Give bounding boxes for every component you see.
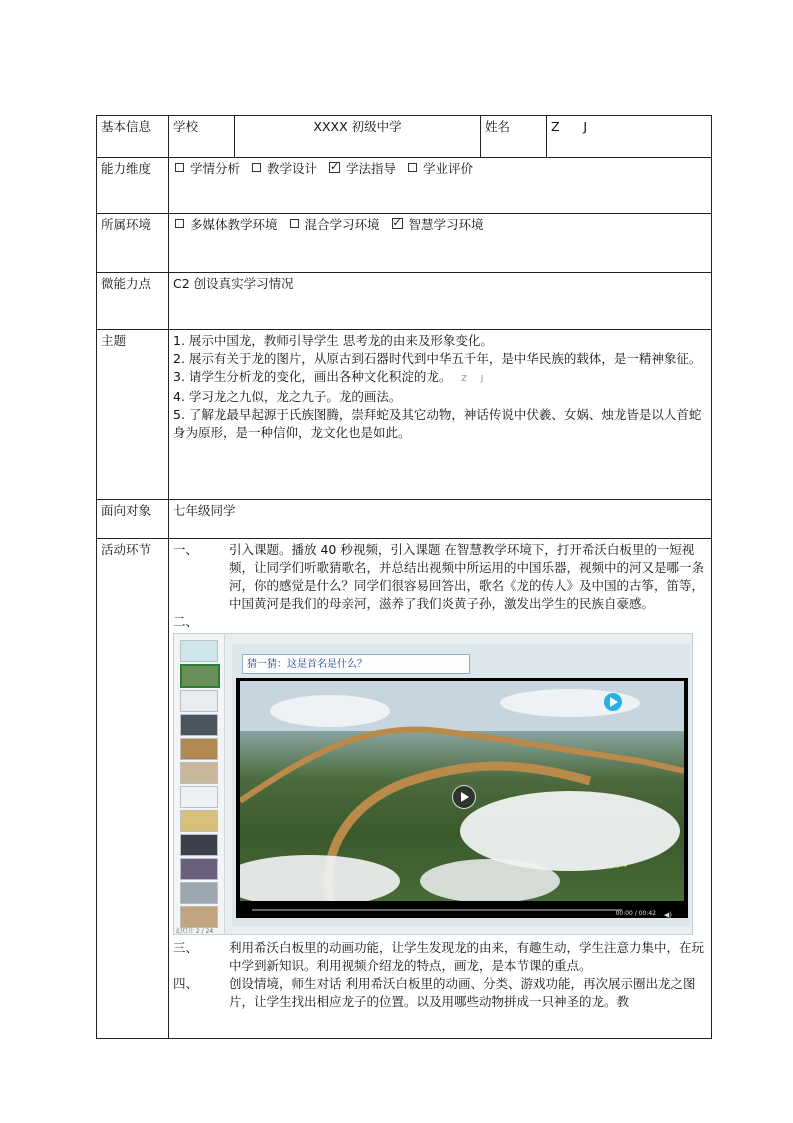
slide-title-box[interactable] — [242, 654, 470, 674]
step-text: 利用希沃白板里的动画功能，让学生发现龙的由来，有趣生动，学生注意力集中，在玩中学到新知识。利用视频介绍龙的特点，画龙，是本节课的重点。 — [229, 940, 705, 973]
video-logo-icon — [604, 693, 622, 711]
slide-thumbnail — [180, 858, 218, 880]
label-micro: 微能力点 — [97, 273, 169, 330]
status-bar: 幻灯片 2 / 24 — [176, 928, 214, 935]
checkbox-icon — [175, 163, 184, 172]
slide-thumbnail-panel — [174, 634, 225, 934]
slide-canvas — [232, 644, 690, 926]
play-icon[interactable] — [452, 785, 476, 809]
slide-thumbnail — [180, 640, 218, 662]
step-number: 四、 — [173, 976, 199, 991]
volume-icon[interactable]: ◀) — [663, 911, 672, 919]
school-value: XXXX 初级中学 — [235, 116, 481, 158]
row-micro — [97, 273, 712, 330]
topic-item: 1. 展示中国龙，教师引导学生 思考龙的由来及形象变化。 — [173, 333, 493, 348]
topic-item: 3. 请学生分析龙的变化，画出各种文化积淀的龙。 Z J — [173, 369, 484, 384]
video-player[interactable] — [236, 678, 688, 918]
label-audience: 面向对象 — [97, 500, 169, 539]
audience-value: 七年级同学 — [169, 500, 712, 539]
activity-step-2: 二、 — [173, 614, 199, 629]
label-environment: 所属环境 — [97, 214, 169, 273]
video-frame — [240, 681, 684, 901]
ability-options — [169, 158, 712, 214]
label-ability: 能力维度 — [97, 158, 169, 214]
topic-item: 2. 展示有关于龙的图片，从原古到石器时代到中华五千年，是中华民族的载体，是一精神象征。 — [173, 351, 702, 366]
slide-thumbnail — [180, 882, 218, 904]
label-activity: 活动环节 — [97, 539, 169, 1039]
stray-mark: Z — [461, 374, 467, 383]
activity-content — [169, 539, 712, 1039]
activity-step-4 — [173, 975, 707, 1011]
checkbox-icon — [290, 219, 299, 228]
row-audience — [97, 500, 712, 539]
label-name: 姓名 — [481, 116, 547, 158]
checked-checkbox-icon — [329, 162, 340, 173]
row-environment — [97, 214, 712, 273]
video-time: 00:00 / 00:42 — [615, 910, 656, 917]
cloud — [270, 695, 390, 727]
checkbox-icon — [408, 163, 417, 172]
environment-options — [169, 214, 712, 273]
option-ability-1: 教学设计 — [267, 161, 318, 176]
activity-step-1 — [173, 541, 707, 613]
topic-list — [169, 330, 712, 500]
label-basic: 基本信息 — [97, 116, 169, 158]
checkbox-icon — [175, 219, 184, 228]
slide-title: 猜一猜：这是首名是什么？ — [247, 659, 367, 670]
step-number: 一、 — [173, 542, 199, 557]
micro-value: C2 创设真实学习情况 — [169, 273, 712, 330]
cloud — [240, 855, 400, 901]
activity-step-3 — [173, 939, 707, 975]
checkbox-icon — [252, 163, 261, 172]
option-env-1: 混合学习环境 — [304, 217, 380, 232]
progress-bar[interactable] — [252, 909, 622, 911]
row-ability — [97, 158, 712, 214]
stray-mark: J — [480, 374, 484, 383]
slide-thumbnail — [180, 786, 218, 808]
slide-thumbnail — [180, 714, 218, 736]
name-value: Z J — [547, 116, 712, 158]
topic-item: 4. 学习龙之九似，龙之九子。龙的画法。 — [173, 389, 402, 404]
embedded-screenshot — [173, 633, 693, 935]
row-basic — [97, 116, 712, 158]
label-school: 学校 — [169, 116, 235, 158]
slide-thumbnail — [180, 810, 218, 832]
step-text: 引入课题。播放 40 秒视频，引入课题 在智慧教学环境下，打开希沃白板里的一短视频，让同学们听歌猜歌名，并总结出视频中所运用的中国乐器，视频中的河又是哪一条河，你的感觉是什么？同学们很容易回答出，歌名《龙的传人》及中国的古筝，笛等，中国黄河是我们的母亲河，滋养了我们炎黄子孙，激发出学生的民族自豪感。 — [229, 542, 705, 611]
row-topic — [97, 330, 712, 500]
step-text: 创设情境，师生对话 利用希沃白板里的动画、分类、游戏功能，再次展示圈出龙之图片，让学生找出相应龙子的位置。以及用哪些动物拼成一只神圣的龙。教 — [229, 976, 696, 1009]
slide-thumbnail-selected — [180, 664, 220, 688]
slide-thumbnail — [180, 690, 218, 712]
option-ability-3: 学业评价 — [423, 161, 474, 176]
row-activity — [97, 539, 712, 1039]
option-env-0: 多媒体教学环境 — [190, 217, 278, 232]
video-controls[interactable] — [240, 904, 684, 919]
step-number: 三、 — [173, 940, 199, 955]
label-topic: 主题 — [97, 330, 169, 500]
option-ability-0: 学情分析 — [190, 161, 241, 176]
option-env-2: 智慧学习环境 — [408, 217, 484, 232]
lesson-form — [96, 115, 712, 1039]
checked-checkbox-icon — [392, 218, 403, 229]
topic-item: 5. 了解龙最早起源于氏族图腾，崇拜蛇及其它动物，神话传说中伏羲、女娲、烛龙皆是以人首蛇身为原形，是一种信仰，龙文化也是如此。 — [173, 407, 702, 440]
slide-thumbnail — [180, 738, 218, 760]
slide-thumbnail — [180, 834, 218, 856]
option-ability-2: 学法指导 — [346, 161, 397, 176]
watermark-logo: ~~~ — [604, 861, 629, 875]
slide-thumbnail — [180, 762, 218, 784]
cloud — [420, 859, 560, 901]
